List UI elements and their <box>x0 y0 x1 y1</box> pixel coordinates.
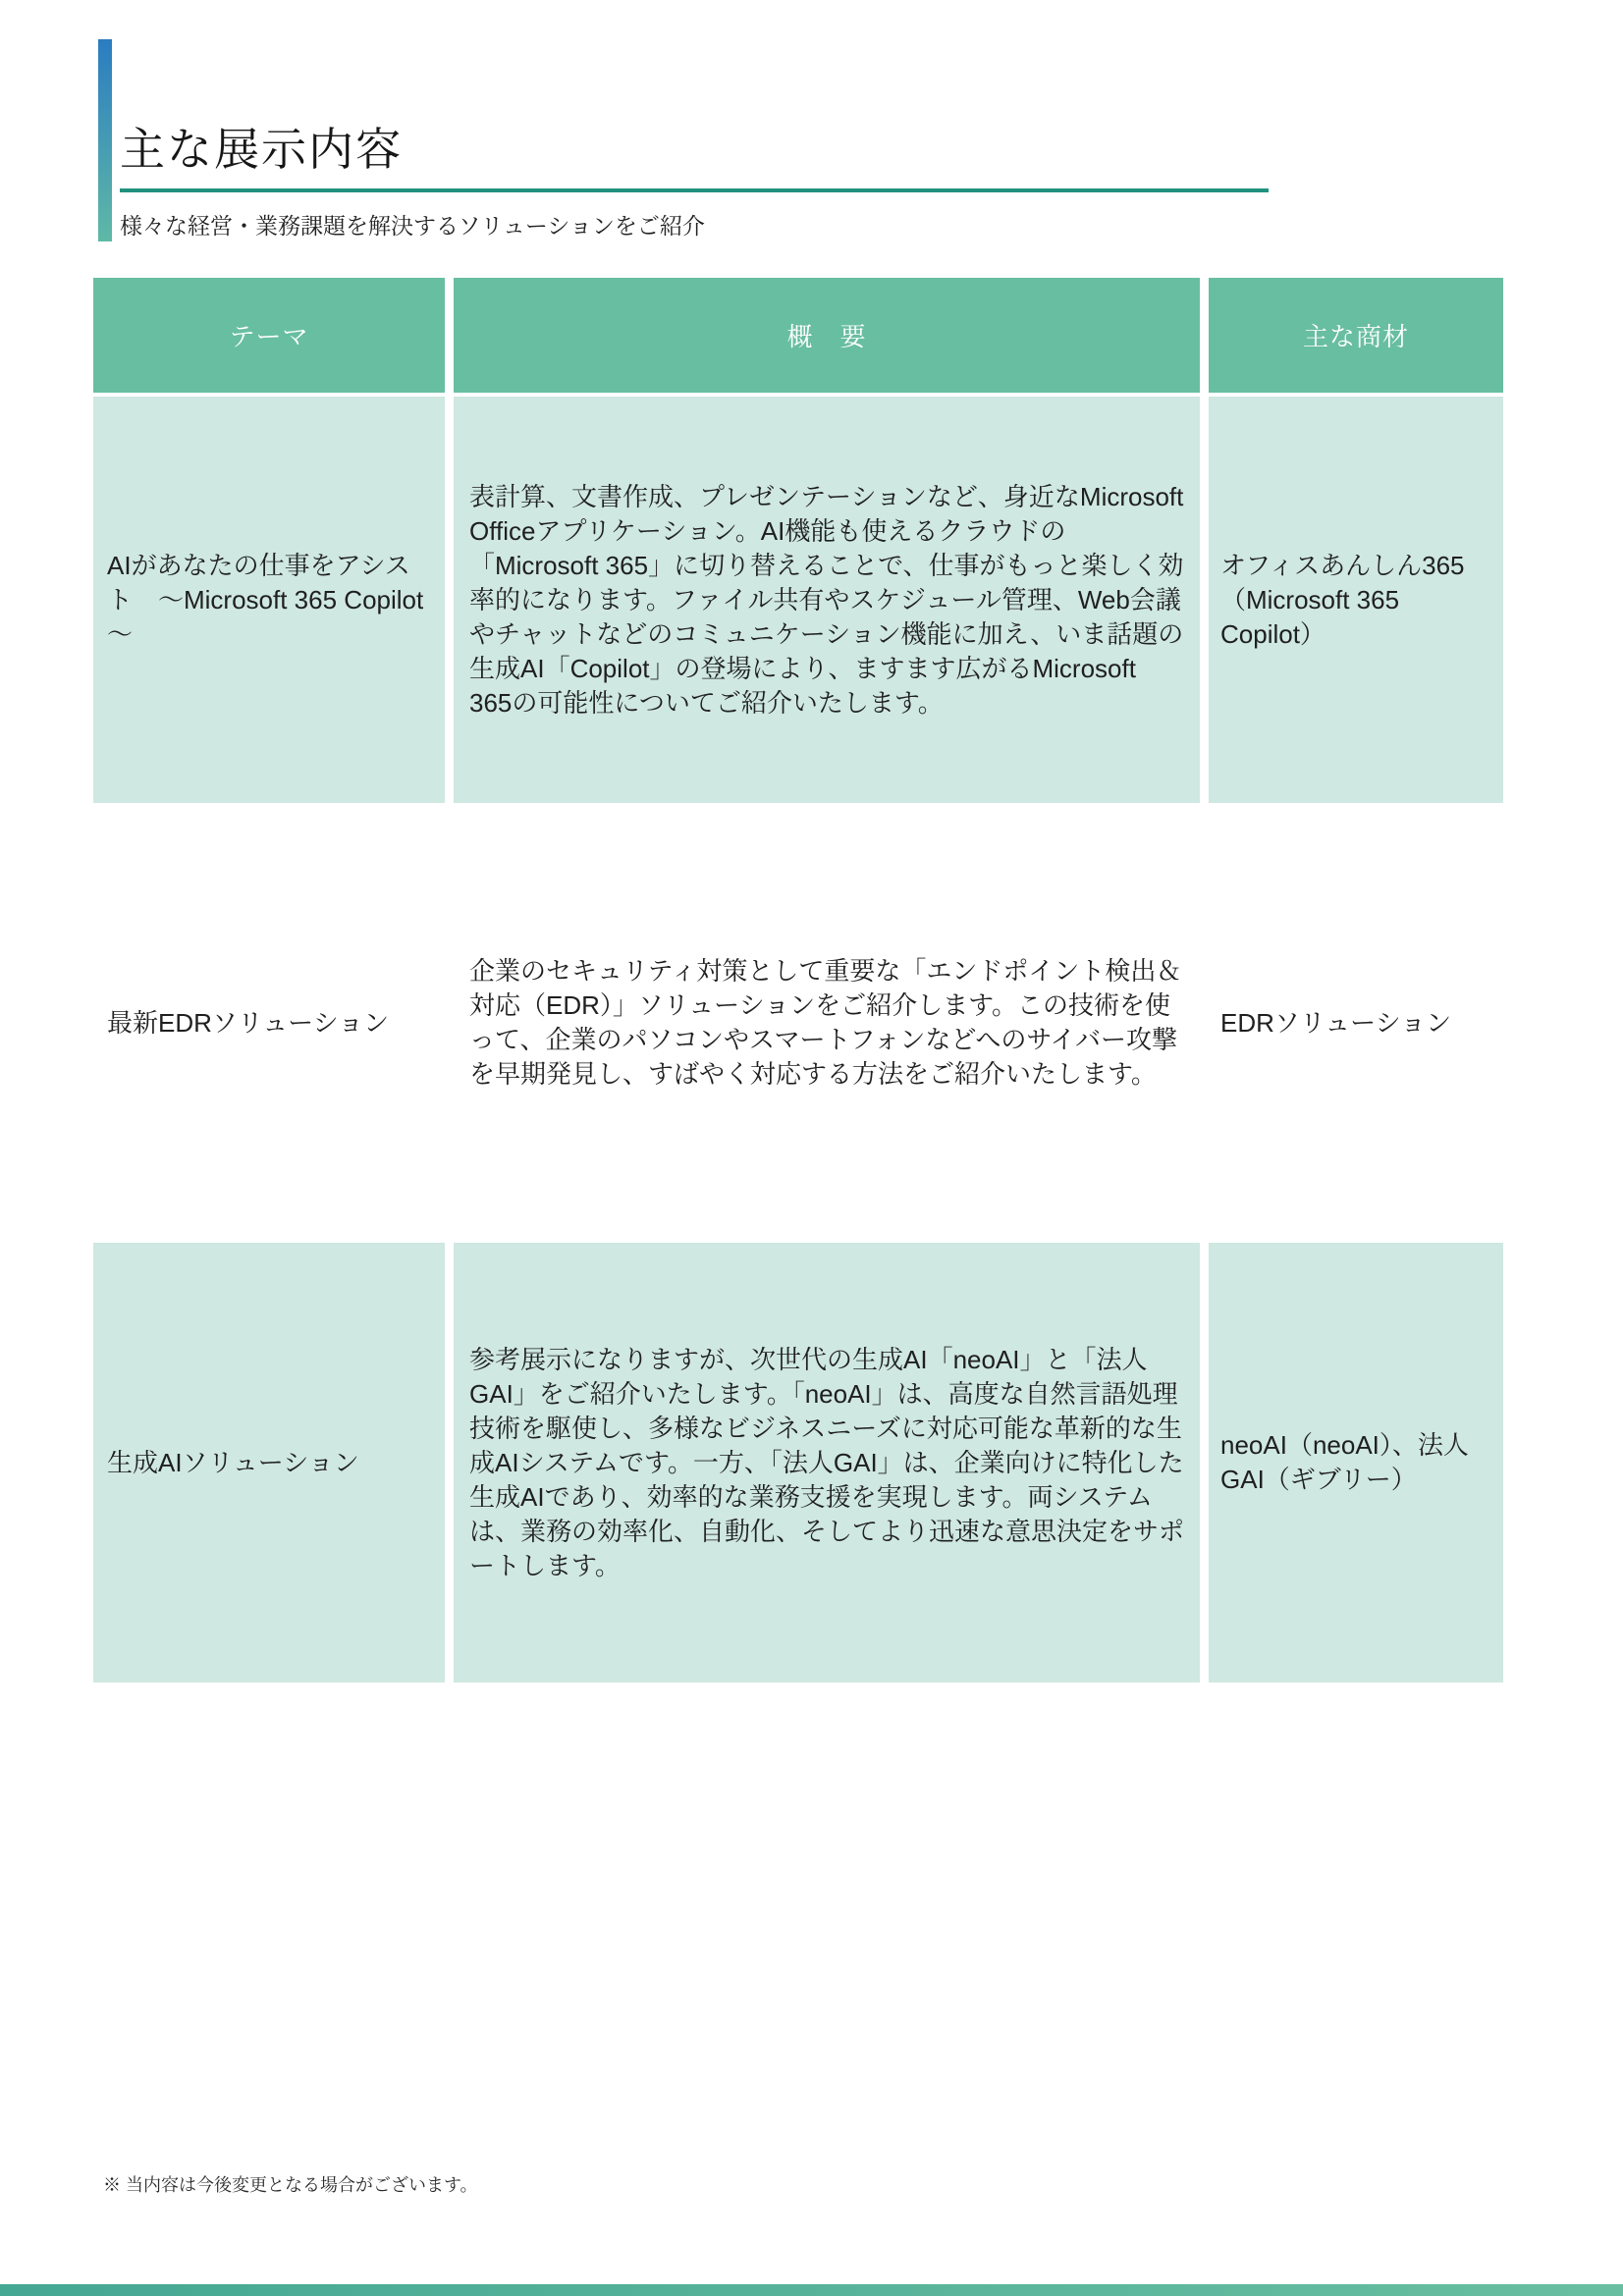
row-2-theme-text: 最新EDRソリューション <box>107 1007 390 1038</box>
page-title: 主な展示内容 <box>120 124 403 175</box>
table-row-2-summary <box>454 807 1200 1239</box>
table-row-3-summary <box>454 1243 1200 1682</box>
column-header-summary <box>454 278 1200 393</box>
row-1-products-text: オフィスあんしん365（Microsoft 365 Copilot） <box>1220 550 1465 649</box>
page-subtitle: 様々な経営・業務課題を解決するソリューションをご紹介 <box>120 213 705 239</box>
title-underline <box>120 188 1269 192</box>
column-header-summary-label: 概 要 <box>786 322 867 351</box>
footer-bar <box>0 2284 1623 2296</box>
table-row-1-products <box>1209 397 1503 803</box>
table-row-1-summary <box>454 397 1200 803</box>
column-header-products-label: 主な商材 <box>1302 322 1409 351</box>
row-3-products-text: neoAI（neoAI）、法人GAI（ギブリー） <box>1220 1430 1469 1494</box>
table-row-2-products <box>1209 807 1503 1239</box>
column-header-theme <box>93 278 445 393</box>
column-header-products <box>1209 278 1503 393</box>
footnote: ※ 当内容は今後変更となる場合がございます。 <box>103 2175 478 2195</box>
table-row-3-products <box>1209 1243 1503 1682</box>
row-3-summary-text: 参考展示になりますが、次世代の生成AI「neoAI」と「法人GAI」をご紹介いたします。「neoAI」は、高度な自然言語処理技術を駆使し、多様なビジネスニーズに対応可能な革新的な生成AIシステムです。一方、「法人GAI」は、企業向けに特化した生成AIであり、効率的な業務支援を実現します。両システムは、業務の効率化、自動化、そしてより迅速な意思決定をサポートします。 <box>469 1344 1185 1580</box>
accent-bar <box>98 39 112 241</box>
row-1-theme-text: AIがあなたの仕事をアシスト ～Microsoft 365 Copilot～ <box>107 550 424 649</box>
table-row-3-theme <box>93 1243 445 1682</box>
row-2-summary-text: 企業のセキュリティ対策として重要な「エンドポイント検出＆対応（EDR）」ソリューションをご紹介します。この技術を使って、企業のパソコンやスマートフォンなどへのサイバー攻撃を早期発見し、すばやく対応する方法をご紹介いたします。 <box>469 956 1182 1089</box>
table-row-1-theme <box>93 397 445 803</box>
exhibit-table <box>93 278 1503 1682</box>
table-row-2-theme <box>93 807 445 1239</box>
row-3-theme-text: 生成AIソリューション <box>107 1447 359 1477</box>
row-1-summary-text: 表計算、文書作成、プレゼンテーションなど、身近なMicrosoft Officeアプリケーション。AI機能も使えるクラウドの「Microsoft 365」に切り替えることで、仕事がもっと楽しく効率的になります。ファイル共有やスケジュール管理、Web会議やチャットなどのコミュニケーション機能に加え、いま話題の生成AI「Copilot」の登場により、ますます広がるMicrosoft 365の可能性についてご紹介いたします。 <box>469 481 1184 718</box>
row-2-products-text: EDRソリューション <box>1220 1007 1452 1038</box>
column-header-theme-label: テーマ <box>229 322 309 351</box>
